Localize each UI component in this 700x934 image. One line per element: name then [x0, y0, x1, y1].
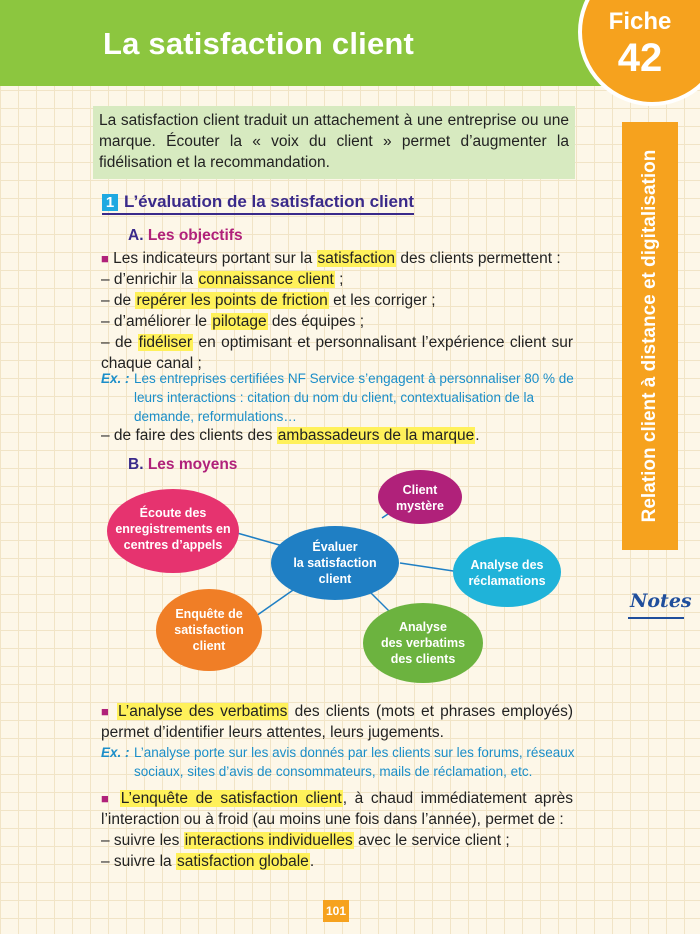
enquete-item: [101, 830, 573, 851]
text: et les corriger ;: [333, 292, 436, 309]
mindmap-node-reclamations: [453, 537, 561, 607]
node-line: client: [192, 639, 226, 653]
highlight: L’enquête de satisfaction client: [120, 790, 342, 807]
page-number: 101: [323, 900, 349, 922]
node-line: Enquête de: [175, 607, 243, 621]
highlight: pilotage: [212, 313, 267, 330]
node-ellipse: [453, 537, 561, 607]
mindmap-node-client-mystere: [378, 470, 462, 524]
highlight: ambassadeurs de la marque: [277, 427, 475, 444]
subheading-b-title: Les moyens: [147, 456, 238, 473]
node-line: Client: [402, 483, 438, 497]
node-line: enregistrements en: [115, 522, 231, 536]
example-verbatims: [101, 743, 575, 781]
connector-line: [400, 563, 460, 572]
example-text: Les entreprises certifiées NF Service s’engagent à personnaliser 80 % de leurs interactions : citation du nom du client, contextualisation de la demande, reformulations…: [134, 371, 574, 424]
enquete-text: [101, 788, 573, 830]
text: – de: [101, 292, 132, 309]
text: avec le service client ;: [358, 832, 510, 849]
node-line: centres d’appels: [123, 538, 223, 552]
text: – d’enrichir la: [101, 271, 194, 288]
highlight: repérer les points de friction: [136, 292, 328, 309]
node-line: satisfaction: [174, 623, 244, 637]
example-text: L’analyse porte sur les avis donnés par les clients sur les forums, réseaux sociaux, sites d’avis de consommateurs, mails de réclamation, etc.: [134, 745, 575, 779]
highlight: satisfaction globale: [176, 853, 309, 870]
verbatims-paragraph: [101, 701, 573, 743]
text: .: [309, 853, 315, 870]
text: des clients (mots et phrases employés) permet d’identifier leurs attentes, leurs jugements.: [101, 703, 574, 741]
node-line: réclamations: [468, 574, 546, 588]
node-line: Écoute des: [139, 506, 207, 520]
example-label: Ex. :: [101, 745, 130, 760]
enquete-paragraph: [101, 788, 573, 872]
mindmap-node-verbatims: [363, 603, 483, 683]
intro-box: La satisfaction client traduit un attachement à une entreprise ou une marque. Écouter la « voix du client » permet d’augmenter la fidélisation et la recommandation.: [93, 106, 575, 179]
enquete-item: [101, 851, 573, 872]
center-line: la satisfaction: [293, 556, 377, 570]
example-label: Ex. :: [101, 371, 130, 386]
section-title: L’évaluation de la satisfaction client: [124, 192, 415, 211]
highlight: satisfaction: [317, 250, 396, 267]
text: Les indicateurs portant sur la: [113, 250, 313, 267]
subheading-a-prefix: A.: [128, 227, 144, 244]
node-line: Analyse des: [470, 558, 544, 572]
text: en optimisant et personnalisant l’expérience client sur chaque canal ;: [101, 334, 573, 372]
bullet-square-icon: ■: [101, 791, 113, 806]
section-number: 1: [102, 194, 118, 211]
notes-label: Notes: [630, 590, 692, 612]
text: des équipes ;: [271, 313, 365, 330]
node-line: mystère: [396, 499, 444, 513]
node-line: des verbatims: [380, 636, 466, 650]
text: des clients permettent :: [400, 250, 561, 267]
bullet-square-icon: ■: [101, 704, 111, 719]
highlight: L’analyse des verbatims: [118, 703, 288, 720]
text: – de faire des clients des: [101, 427, 273, 444]
node-line: Analyse: [399, 620, 447, 634]
text: , à chaud immédiatement après l’interaction ou à froid (au moins une fois dans l’année), permet de :: [101, 790, 573, 828]
fiche-number: 42: [617, 36, 663, 80]
center-line: client: [318, 572, 352, 586]
highlight: fidéliser: [138, 334, 193, 351]
mindmap-node-ecoute: [107, 489, 239, 573]
text: .: [475, 427, 480, 444]
verbatims-text: [101, 701, 573, 743]
highlight: connaissance client: [198, 271, 334, 288]
node-line: des clients: [390, 652, 456, 666]
text: ;: [339, 271, 344, 288]
fiche-label: Fiche: [608, 8, 672, 35]
center-line: Évaluer: [312, 540, 358, 554]
text: – de: [101, 334, 133, 351]
text: – d’améliorer le: [101, 313, 207, 330]
page-title: La satisfaction client: [103, 26, 415, 61]
subheading-b-prefix: B.: [128, 456, 144, 473]
mindmap-node-enquete: [156, 589, 262, 671]
mindmap-center-node: [271, 526, 399, 600]
side-tab-label: Relation client à distance et digitalisation: [639, 149, 660, 523]
text: – suivre les: [101, 832, 180, 849]
connector-line: [256, 588, 296, 616]
node-ellipse: [378, 470, 462, 524]
highlight: interactions individuelles: [184, 832, 353, 849]
bullet-square-icon: ■: [101, 251, 109, 266]
text: – suivre la: [101, 853, 172, 870]
subheading-a-title: Les objectifs: [147, 227, 243, 244]
